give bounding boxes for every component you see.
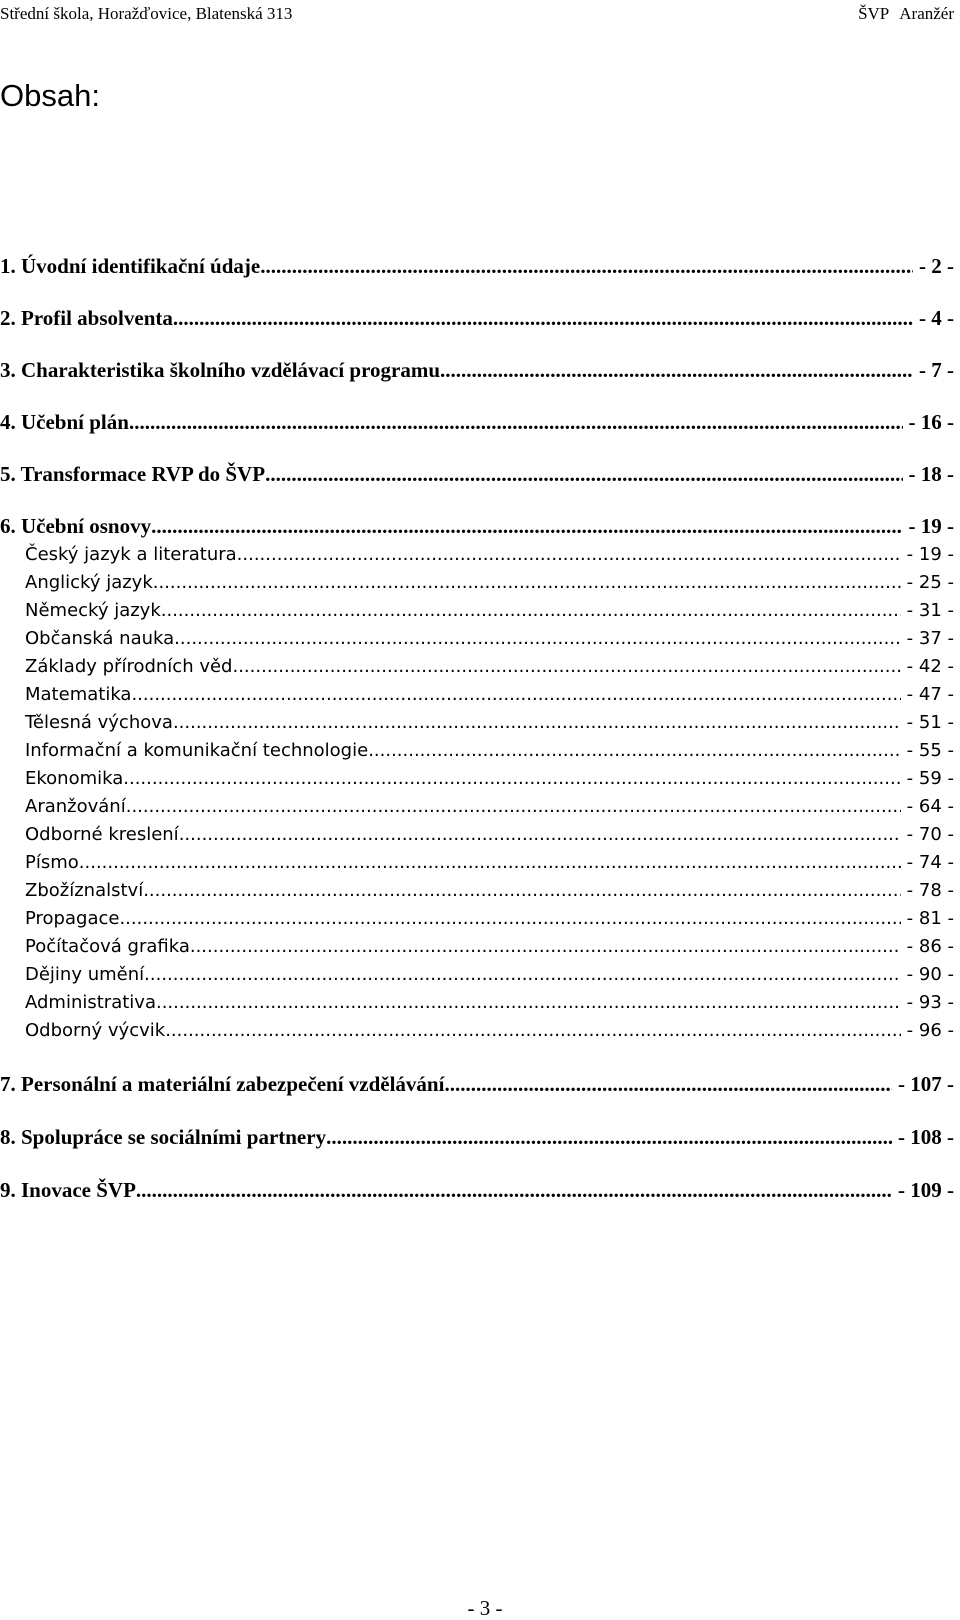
toc-dot-leader: [151, 511, 902, 541]
toc-entry-page: - 16 -: [908, 410, 954, 434]
toc-entry-page: - 51 -: [906, 712, 954, 733]
toc-entry[interactable]: [0, 904, 954, 934]
toc-dot-leader: [144, 960, 901, 990]
page-footer: [0, 1596, 960, 1620]
toc-entry-label: Občanská nauka: [25, 628, 175, 649]
toc-entry[interactable]: [0, 708, 954, 738]
toc-entry[interactable]: [0, 680, 954, 710]
toc-dot-leader: [260, 251, 913, 281]
toc-entry-label: 5. Transformace RVP do ŠVP: [0, 462, 266, 486]
page-number: - 3 -: [467, 1596, 503, 1620]
toc-entry-page: - 59 -: [906, 768, 954, 789]
toc-entry[interactable]: [0, 1122, 954, 1152]
toc-entry-label: 2. Profil absolventa: [0, 306, 173, 330]
toc-dot-leader: [129, 407, 903, 437]
toc-entry[interactable]: [0, 848, 954, 878]
toc-entry-page: - 81 -: [906, 908, 954, 929]
toc-entry[interactable]: [0, 407, 954, 437]
toc-entry[interactable]: [0, 960, 954, 990]
toc-dot-leader: [123, 764, 900, 794]
toc-dot-leader: [368, 736, 900, 766]
toc-dot-leader: [79, 848, 901, 878]
toc-entry-page: - 7 -: [919, 358, 954, 382]
toc-entry-label: Informační a komunikační technologie: [25, 740, 369, 761]
toc-entry-page: - 90 -: [906, 964, 954, 985]
toc-entry-page: - 19 -: [906, 544, 954, 565]
toc-entry[interactable]: [0, 251, 954, 281]
toc-entry[interactable]: [0, 1175, 954, 1205]
toc-dot-leader: [237, 540, 901, 570]
toc-entry-label: Písmo: [25, 852, 79, 873]
toc-entry-page: - 18 -: [908, 462, 954, 486]
toc-entry-label: Český jazyk a literatura: [25, 544, 237, 565]
toc-entry-page: - 64 -: [906, 796, 954, 817]
toc-entry[interactable]: [0, 820, 954, 850]
toc-entry-page: - 55 -: [906, 740, 954, 761]
toc-entry-page: - 96 -: [906, 1020, 954, 1041]
toc-dot-leader: [165, 1016, 900, 1046]
toc-entry-page: - 19 -: [908, 514, 954, 538]
toc-dot-leader: [173, 303, 913, 333]
toc-entry-label: Tělesná výchova: [25, 712, 173, 733]
toc-entry-label: Anglický jazyk: [25, 572, 153, 593]
toc-dot-leader: [119, 904, 900, 934]
toc-entry-page: - 42 -: [906, 656, 954, 677]
toc-entry-page: - 74 -: [906, 852, 954, 873]
toc-entry-label: 6. Učební osnovy: [0, 514, 152, 538]
toc-entry-page: - 107 -: [898, 1072, 954, 1096]
toc-entry-label: Matematika: [25, 684, 132, 705]
toc-entry-label: Odborný výcvik: [25, 1020, 166, 1041]
toc-entry-label: Dějiny umění: [25, 964, 145, 985]
toc-entry-label: 7. Personální a materiální zabezpečení vzdělávání: [0, 1072, 445, 1096]
toc-title: Obsah:: [0, 78, 100, 113]
header-program: Aranžér: [899, 4, 954, 23]
toc-entry-page: - 108 -: [898, 1125, 954, 1149]
toc-dot-leader: [174, 624, 901, 654]
toc-entry-label: 3. Charakteristika školního vzdělávací programu: [0, 358, 441, 382]
toc-entry-label: Aranžování: [25, 796, 126, 817]
toc-entry[interactable]: [0, 764, 954, 794]
toc-entry[interactable]: [0, 792, 954, 822]
toc-dot-leader: [444, 1069, 892, 1099]
toc-entry[interactable]: [0, 540, 954, 570]
toc-entry[interactable]: [0, 932, 954, 962]
toc-entry-page: - 93 -: [906, 992, 954, 1013]
toc-dot-leader: [153, 568, 901, 598]
toc-entry-page: - 78 -: [906, 880, 954, 901]
toc-dot-leader: [232, 652, 900, 682]
toc-entry[interactable]: [0, 568, 954, 598]
header-school: Střední škola, Horažďovice, Blatenská 313: [0, 4, 293, 23]
toc-entry-page: - 86 -: [906, 936, 954, 957]
toc-entry[interactable]: [0, 355, 954, 385]
toc-entry-page: - 47 -: [906, 684, 954, 705]
toc-dot-leader: [190, 932, 901, 962]
toc-entry-label: 9. Inovace ŠVP: [0, 1178, 136, 1202]
toc-entry[interactable]: [0, 988, 954, 1018]
toc-entry[interactable]: [0, 876, 954, 906]
toc-dot-leader: [161, 596, 901, 626]
toc-entry-label: 8. Spolupráce se sociálními partnery: [0, 1125, 327, 1149]
toc-entry[interactable]: [0, 596, 954, 626]
toc-entry[interactable]: [0, 1069, 954, 1099]
toc-entry[interactable]: [0, 652, 954, 682]
toc-entry-label: Administrativa: [25, 992, 156, 1013]
toc-entry-page: - 25 -: [906, 572, 954, 593]
toc-dot-leader: [173, 708, 901, 738]
toc-dot-leader: [131, 680, 900, 710]
toc-dot-leader: [156, 988, 901, 1018]
toc-entry-page: - 4 -: [919, 306, 954, 330]
toc-entry-label: Odborné kreslení: [25, 824, 179, 845]
toc-entry-page: - 109 -: [898, 1178, 954, 1202]
toc-dot-leader: [326, 1122, 892, 1152]
toc-entry-page: - 2 -: [919, 254, 954, 278]
toc-entry-label: 1. Úvodní identifikační údaje: [0, 254, 261, 278]
toc-entry-page: - 37 -: [906, 628, 954, 649]
toc-entry[interactable]: [0, 736, 954, 766]
toc-entry[interactable]: [0, 511, 954, 541]
toc-dot-leader: [265, 459, 902, 489]
toc-entry[interactable]: [0, 624, 954, 654]
toc-entry-label: Základy přírodních věd: [25, 656, 233, 677]
toc-entry-label: 4. Učební plán: [0, 410, 129, 434]
toc-entry-label: Ekonomika: [25, 768, 124, 789]
toc-entry[interactable]: [0, 459, 954, 489]
toc-entry-page: - 31 -: [906, 600, 954, 621]
toc-dot-leader: [440, 355, 913, 385]
toc-entry-label: Německý jazyk: [25, 600, 161, 621]
toc-dot-leader: [136, 1175, 892, 1205]
toc-entry[interactable]: [0, 303, 954, 333]
toc-entry-label: Počítačová grafika: [25, 936, 190, 957]
toc-entry-label: Zbožíznalství: [25, 880, 144, 901]
toc-dot-leader: [143, 876, 900, 906]
toc-dot-leader: [179, 820, 901, 850]
toc-entry-page: - 70 -: [906, 824, 954, 845]
toc-entry-label: Propagace: [25, 908, 120, 929]
toc-dot-leader: [126, 792, 901, 822]
toc-entry[interactable]: [0, 1016, 954, 1046]
header-doc: ŠVP: [858, 4, 890, 23]
